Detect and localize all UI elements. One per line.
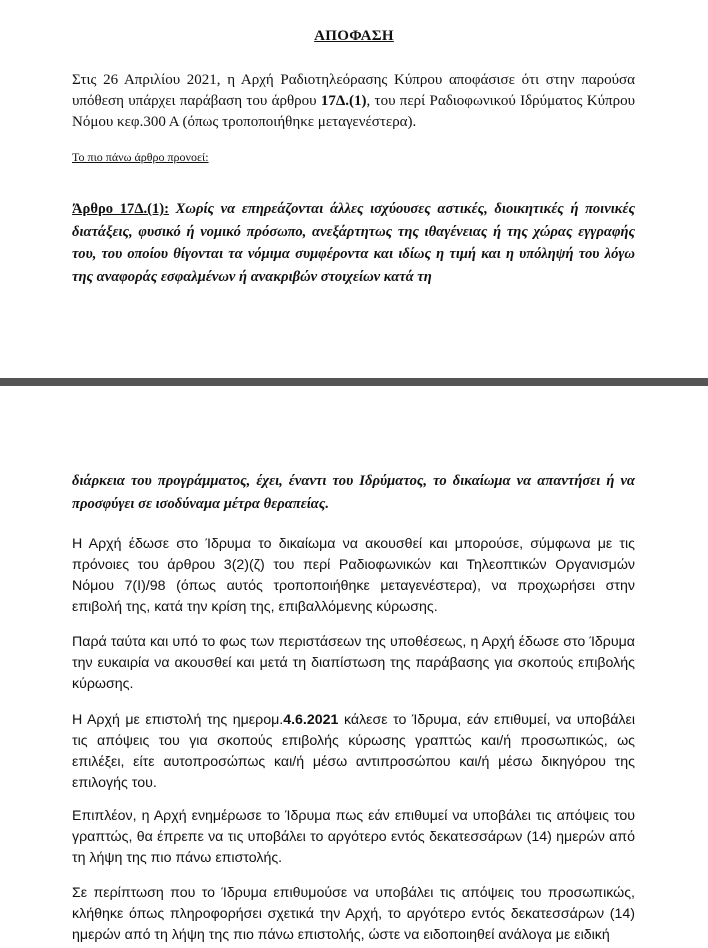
intro-text-after: , του περί Ραδιοφωνικού Ιδρύματος Κύπρου Νόμου κεφ.300 Α (όπως τροποποιήθηκε μεταγενέστερα).	[72, 93, 635, 130]
paragraph-right-to-be-heard: Η Αρχή έδωσε στο Ίδρυμα το δικαίωμα να ακουσθεί και μπορούσε, σύμφωνα με τις πρόνοιες του άρθρου 3(2)(ζ) του περί Ραδιοφωνικών και Τηλεοπτικών Οργανισμών Νόμου 7(Ι)/98 (όπως αυτός τροποποιήθηκε μεταγενέστερα), να προχωρήσει στην επιβολή της, κατά την κρίση της, επιβαλλόμενης κύρωσης.	[72, 536, 635, 615]
article-body: Χωρίς να επηρεάζονται άλλες ισχύουσες αστικές, διοικητικές ή ποινικές διατάξεις, φυσικό ή νομικό πρόσωπο, ανεξάρτητως της ιθαγένειας ή της χώρας εγγραφής του, του οποίου θίγονται τα νόμιμα συμφέροντα και ιδίως η τιμή και η υπόληψή του λόγω της αναφοράς εσφαλμένων ή ανακριβών στοιχείων κατά τη	[72, 201, 635, 285]
letter-date: 4.6.2021	[283, 712, 339, 728]
paragraph-personal-views: Σε περίπτωση που το Ίδρυμα επιθυμούσε να υποβάλει τις απόψεις του προσωπικώς, κλήθηκε όπως πληροφορήσει σχετικά την Αρχή, το αργότερο εντός δεκατεσσάρων (14) ημερών από τη λήψη της πιο πάνω επιστολής, ώστε να ειδοποιηθεί ανάλογα με ειδική	[72, 885, 635, 943]
page-title: ΑΠΟΦΑΣΗ	[314, 28, 394, 44]
intro-text-before: Στις 26 Απριλίου 2021, η Αρχή Ραδιοτηλεόρασης Κύπρου αποφάσισε ότι στην παρούσα υπόθεση υπάρχει παράβαση του άρθρου	[72, 72, 635, 109]
article-continuation: διάρκεια του προγράμματος, έχει, έναντι του Ιδρύματος, το δικαίωμα να απαντήσει ή να προσφύγει σε ισοδύναμα μέτρα θεραπείας.	[72, 473, 635, 512]
paragraph-written-views: Επιπλέον, η Αρχή ενημέρωσε το Ίδρυμα πως εάν επιθυμεί να υποβάλει τις απόψεις του γραπτώς, θα έπρεπε να τις υποβάλει το αργότερο εντός δεκατεσσάρων (14) ημερών από τη λήψη της πιο πάνω επιστολής.	[72, 808, 635, 866]
paragraph-letter	[72, 710, 635, 794]
intro-article-ref: 17Δ.(1)	[320, 93, 367, 109]
letter-text-before: Η Αρχή με επιστολή της ημερομ.	[72, 712, 284, 728]
article-label: Άρθρο 17Δ.(1):	[72, 201, 169, 217]
paragraph-opportunity: Παρά ταύτα και υπό το φως των περιστάσεων της υποθέσεως, η Αρχή έδωσε στο Ίδρυμα την ευκαιρία να ακουσθεί και μετά τη διαπίστωση της παράβασης για σκοπούς επιβολής κύρωσης.	[72, 634, 635, 692]
document-page-2	[0, 386, 708, 948]
letter-text-after: κάλεσε το Ίδρυμα, εάν επιθυμεί, να υποβάλει τις απόψεις του για σκοπούς επιβολής κύρωσης γραπτώς και/ή προσωπικώς, ως επιλέξει, είτε αυτοπροσώπως και/ή μέσω αντιπροσώπου και/ή μέσω δικηγόρου της επιλογής του.	[72, 712, 635, 791]
page-separator	[0, 378, 708, 386]
provision-note: Το πιο πάνω άρθρο προνοεί:	[72, 150, 209, 164]
article-17d-text	[72, 198, 635, 288]
document-page-1	[0, 0, 708, 378]
intro-paragraph	[72, 70, 635, 133]
